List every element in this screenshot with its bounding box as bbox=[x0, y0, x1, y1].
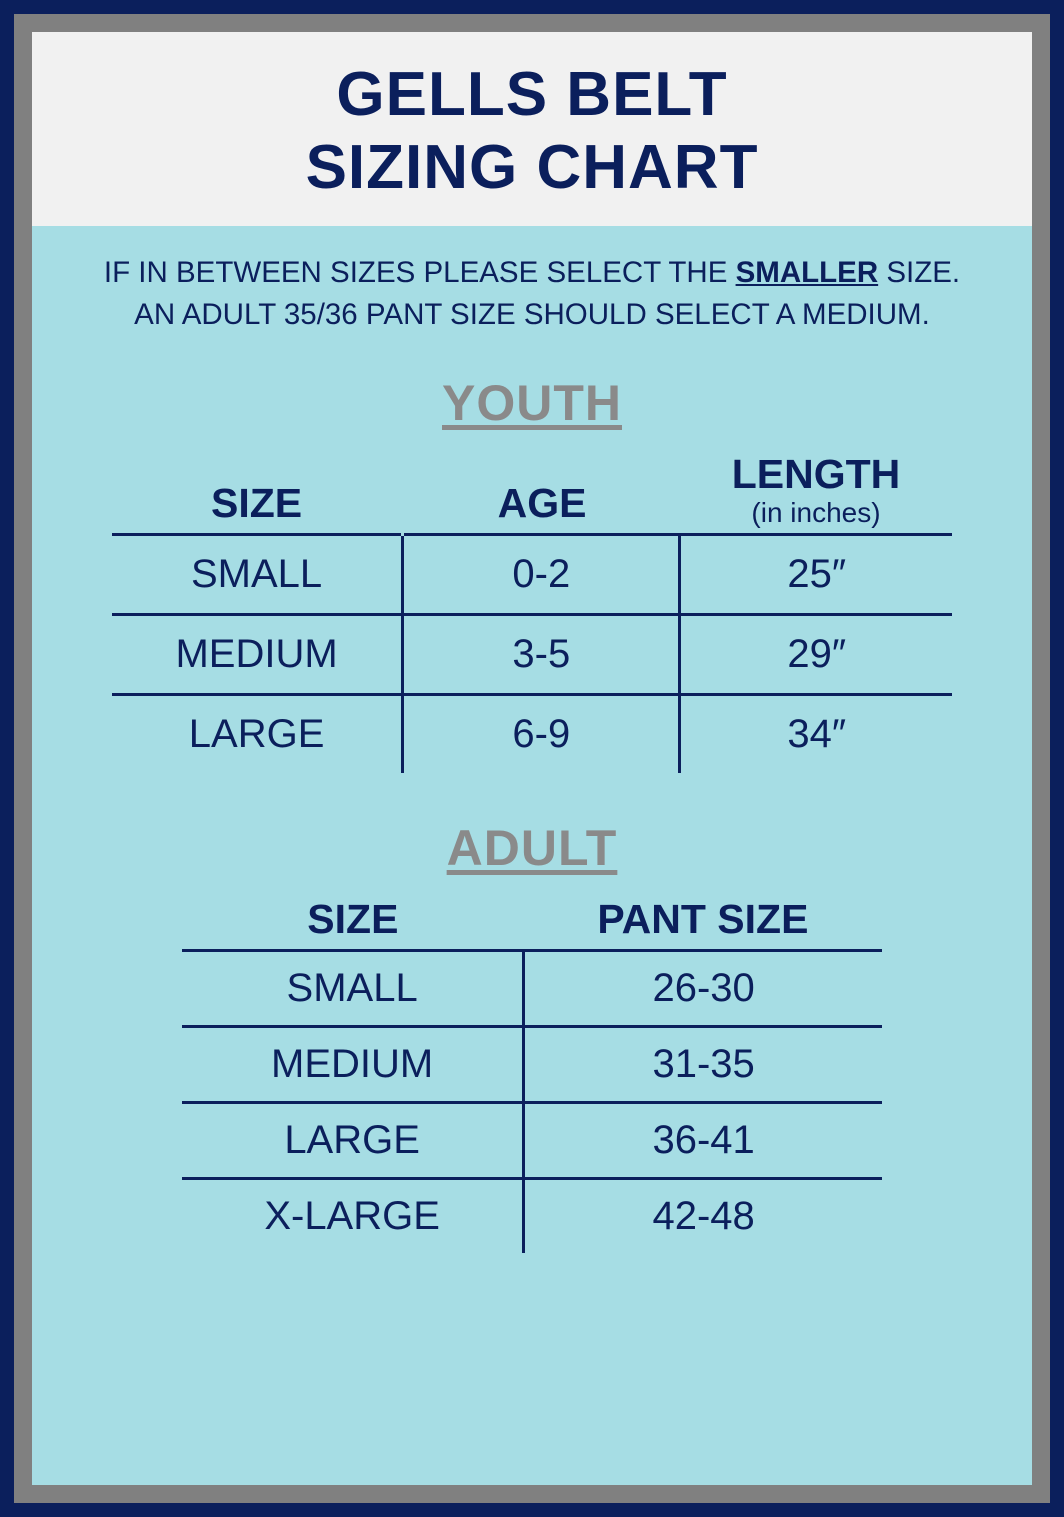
youth-cell-age: 3-5 bbox=[403, 615, 680, 695]
sizing-note bbox=[32, 226, 1032, 340]
adult-cell-size: SMALL bbox=[182, 951, 524, 1027]
chart-header bbox=[32, 32, 1032, 226]
page-title-line-1: GELLS BELT bbox=[336, 60, 728, 129]
youth-header-row bbox=[112, 450, 952, 535]
table-row bbox=[112, 615, 952, 695]
adult-size-table bbox=[182, 895, 882, 1253]
page-title-line-2: SIZING CHART bbox=[305, 133, 759, 203]
youth-header-length-sub: (in inches) bbox=[751, 497, 881, 529]
adult-cell-pant: 26-30 bbox=[524, 951, 882, 1027]
table-row bbox=[182, 1103, 882, 1179]
youth-header-length bbox=[680, 450, 952, 535]
youth-cell-size: SMALL bbox=[112, 535, 403, 615]
youth-cell-age: 6-9 bbox=[403, 695, 680, 774]
table-row bbox=[182, 1179, 882, 1254]
table-row bbox=[112, 535, 952, 615]
table-row bbox=[182, 951, 882, 1027]
table-row bbox=[182, 1027, 882, 1103]
adult-section-heading: ADULT bbox=[446, 820, 618, 877]
youth-size-table bbox=[112, 450, 952, 773]
youth-cell-length: 34″ bbox=[680, 695, 952, 774]
youth-table-head bbox=[112, 450, 952, 535]
youth-cell-size: MEDIUM bbox=[112, 615, 403, 695]
adult-table-body bbox=[182, 951, 882, 1254]
sizing-note-emphasis: SMALLER bbox=[735, 256, 879, 290]
adult-table-head bbox=[182, 895, 882, 951]
adult-cell-pant: 36-41 bbox=[524, 1103, 882, 1179]
youth-cell-size: LARGE bbox=[112, 695, 403, 774]
youth-header-size: SIZE bbox=[211, 480, 303, 527]
youth-table-body bbox=[112, 535, 952, 774]
youth-cell-length: 29″ bbox=[680, 615, 952, 695]
adult-cell-size: LARGE bbox=[182, 1103, 524, 1179]
adult-header-pant-size: PANT SIZE bbox=[597, 896, 809, 943]
youth-cell-age: 0-2 bbox=[403, 535, 680, 615]
youth-table-wrap bbox=[32, 450, 1032, 773]
adult-cell-pant: 42-48 bbox=[524, 1179, 882, 1254]
adult-cell-size: X-LARGE bbox=[182, 1179, 524, 1254]
adult-header-size: SIZE bbox=[307, 896, 399, 943]
adult-cell-pant: 31-35 bbox=[524, 1027, 882, 1103]
youth-cell-length: 25″ bbox=[680, 535, 952, 615]
sizing-note-line-2: AN ADULT 35/36 PANT SIZE SHOULD SELECT A MEDIUM. bbox=[134, 298, 930, 332]
adult-header-row bbox=[182, 895, 882, 951]
sizing-note-line-1 bbox=[50, 252, 1014, 294]
bottom-spacer bbox=[32, 1253, 1032, 1485]
sizing-note-line-1-part-2: SIZE. bbox=[878, 256, 961, 290]
youth-section-heading: YOUTH bbox=[442, 375, 622, 432]
sizing-note-line-1-part-1: IF IN BETWEEN SIZES PLEASE SELECT THE bbox=[103, 256, 736, 290]
adult-cell-size: MEDIUM bbox=[182, 1027, 524, 1103]
gray-border-frame bbox=[14, 14, 1050, 1503]
sizing-chart-card bbox=[32, 32, 1032, 1485]
youth-header-length-main: LENGTH bbox=[731, 451, 901, 498]
youth-header-age: AGE bbox=[497, 480, 587, 527]
table-row bbox=[112, 695, 952, 774]
adult-table-wrap bbox=[32, 895, 1032, 1253]
